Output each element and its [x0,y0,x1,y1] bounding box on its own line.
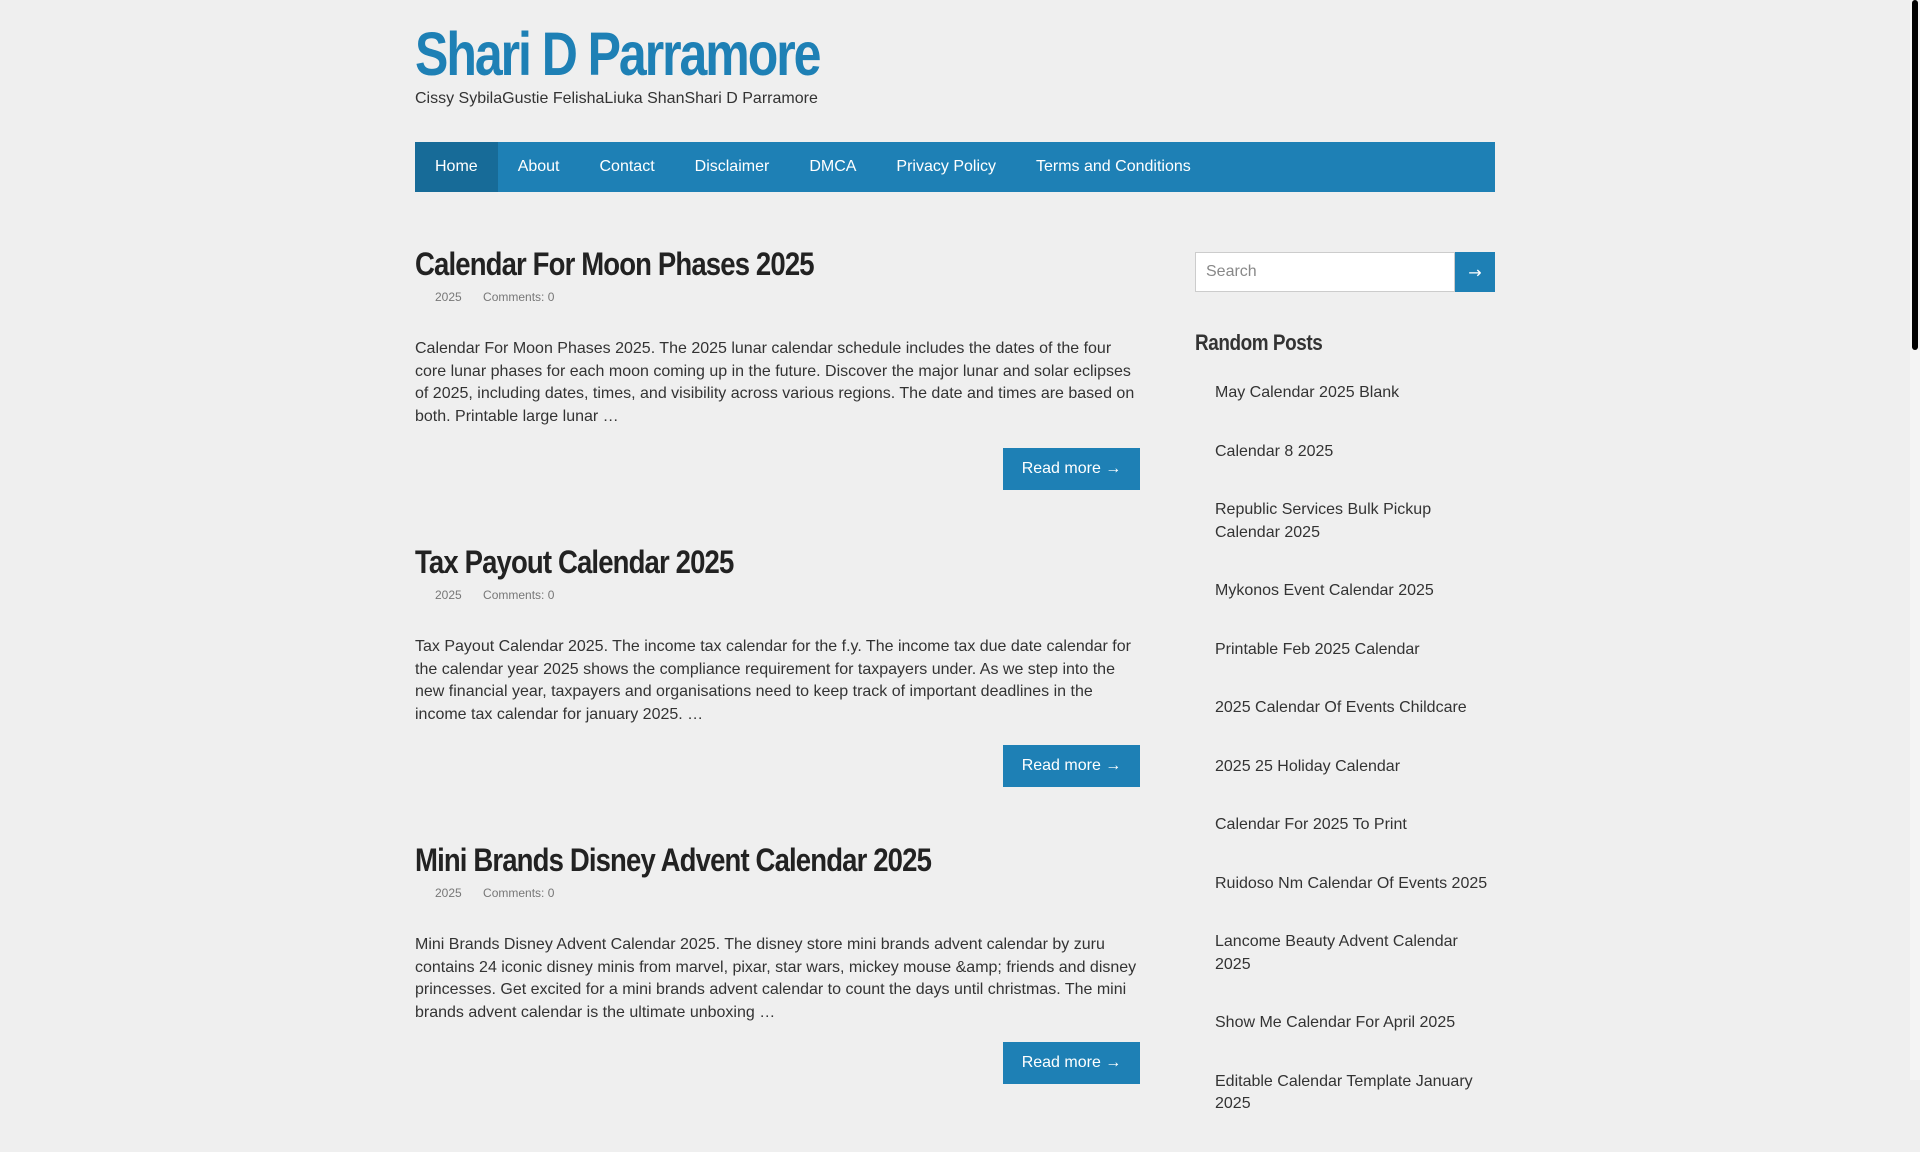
post-list [415,240,1140,1134]
nav-item-dmca[interactable]: DMCA [809,158,857,175]
list-item [1195,382,1495,405]
post-category[interactable]: 2025 [435,588,462,602]
random-post-link[interactable]: Editable Calendar Template January 2025 [1215,1072,1473,1112]
list-item [1195,441,1495,464]
search-input[interactable] [1195,252,1455,292]
random-post-link[interactable]: Republic Services Bulk Pickup Calendar 2025 [1215,501,1432,541]
list-item [1195,814,1495,837]
read-more-button[interactable]: Read more → [1003,448,1140,490]
nav-item-privacy-policy[interactable]: Privacy Policy [896,158,996,175]
random-posts-list [1195,382,1495,1116]
nav-item-about[interactable]: About [517,158,560,175]
random-post-link[interactable]: Show Me Calendar For April 2025 [1215,1014,1456,1031]
post-title[interactable]: Tax Payout Calendar 2025 [415,544,734,580]
post-excerpt: Tax Payout Calendar 2025. The income tax calendar for the f.y. The income tax due date calendar for the calendar year 2025 shows the compliance requirement for taxpayers under. As we step into the new financial year, taxpayers and organisations need to keep track of important deadlines in the income tax calendar for january 2025. … [415,638,1131,723]
search-form [1195,252,1495,292]
random-post-link[interactable]: Calendar 8 2025 [1215,442,1334,460]
scrollbar-thumb[interactable] [1912,0,1918,350]
post-item [415,836,1140,1134]
sidebar [1195,252,1495,1152]
random-post-link[interactable]: Calendar For 2025 To Print [1215,816,1407,833]
post-meta [415,588,1140,602]
post-title[interactable]: Calendar For Moon Phases 2025 [415,246,814,282]
post-category[interactable]: 2025 [435,290,462,304]
nav-item-contact[interactable]: Contact [599,158,655,175]
post-category[interactable]: 2025 [435,886,462,900]
random-post-link[interactable]: Ruidoso Nm Calendar Of Events 2025 [1215,874,1488,892]
nav-item-disclaimer[interactable]: Disclaimer [694,158,770,175]
random-post-link[interactable]: May Calendar 2025 Blank [1215,384,1400,401]
list-item [1195,1071,1495,1116]
list-item [1195,756,1495,779]
random-post-link[interactable]: 2025 Calendar Of Events Childcare [1215,699,1467,716]
list-item [1195,639,1495,662]
search-submit-button[interactable]: → [1455,252,1495,292]
list-item [1195,697,1495,720]
site-description: Cissy SybilaGustie FelishaLiuka ShanShari D Parramore [415,90,818,107]
read-more-button[interactable]: Read more → [1003,745,1140,787]
post-comments[interactable]: Comments: 0 [483,290,555,304]
post-comments[interactable]: Comments: 0 [483,886,555,900]
post-title[interactable]: Mini Brands Disney Advent Calendar 2025 [415,842,932,878]
random-post-link[interactable]: 2025 25 Holiday Calendar [1215,757,1401,775]
post-excerpt: Mini Brands Disney Advent Calendar 2025. The disney store mini brands advent calendar by zuru contains 24 iconic disney minis from marvel, pixar, star wars, mickey mouse &amp; friends and disney princesses. Get excited for a mini brands advent calendar to count the days until christmas. The mini brands advent calendar is the ultimate unboxing … [415,936,1137,1021]
list-item [1195,580,1495,603]
list-item [1195,931,1495,976]
random-post-link[interactable]: Mykonos Event Calendar 2025 [1215,582,1434,599]
post-item [415,240,1140,538]
post-comments[interactable]: Comments: 0 [483,588,555,602]
random-post-link[interactable]: Printable Feb 2025 Calendar [1215,640,1420,658]
vertical-scrollbar[interactable] [1910,0,1920,1080]
main-navigation [415,142,1495,192]
random-posts-title: Random Posts [1195,330,1323,355]
read-more-button[interactable]: Read more → [1003,1042,1140,1084]
random-post-link[interactable]: Lancome Beauty Advent Calendar 2025 [1215,933,1458,973]
nav-item-home[interactable]: Home [415,142,498,192]
list-item [1195,499,1495,544]
list-item [1195,873,1495,896]
post-meta [415,886,1140,900]
post-meta [415,290,1140,304]
site-title[interactable]: Shari D Parramore [415,20,820,88]
post-item [415,538,1140,836]
post-excerpt: Calendar For Moon Phases 2025. The 2025 lunar calendar schedule includes the dates of the four core lunar phases for each moon coming up in the future. Discover the major lunar and solar eclipses of 2025, including dates, times, and visibility across various regions. The date and times are based on both. Printable large lunar … [415,340,1135,425]
list-item [1195,1012,1495,1035]
nav-item-terms[interactable]: Terms and Conditions [1036,158,1191,175]
